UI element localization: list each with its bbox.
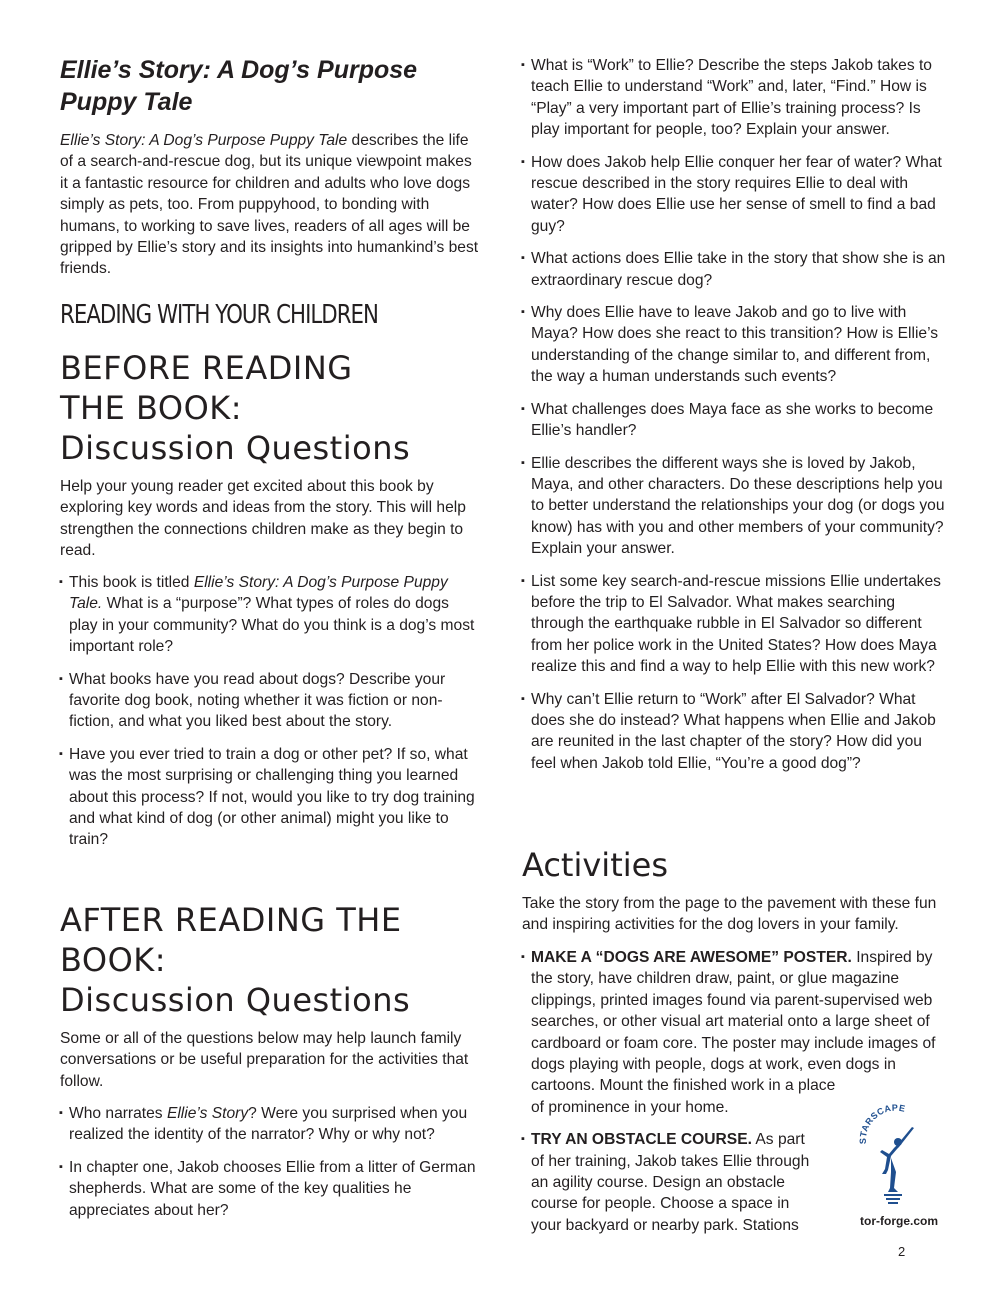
- after-q1-pre: Who narrates: [69, 1105, 167, 1122]
- activities-heading: Activities: [522, 846, 668, 884]
- before-reading-heading: [60, 348, 500, 468]
- activities-intro: Take the story from the page to the pavement with these fun and inspiring activities for the dog lovers in your family.: [522, 895, 937, 934]
- list-item: ▪ Why can’t Ellie return to “Work” after El Salvador? What does she do instead? What happens when Ellie and Jakob are reunited in the last chapter of the story? How did you feel when Jakob told Ellie, “You’re a good dog”?: [522, 689, 947, 775]
- list-item: ▪ Why does Ellie have to leave Jakob and go to live with Maya? How does she react to this transition? How is Ellie’s understanding of the change similar to, and different from, the way a human understands such events?: [522, 302, 947, 388]
- svg-text:STARSCAPE: [858, 1103, 906, 1145]
- site-url: tor-forge.com: [860, 1214, 938, 1228]
- activity-1-text: Inspired by the story, have children draw, paint, or glue magazine clippings, printed images found via parent-supervised web searches, or other visual art material onto a large sheet of cardboard or foam core. The poster may include images of dogs playing with people, dogs at work, even dogs in cartoons. Mount the finished work in a place: [531, 949, 936, 1095]
- intro-title-italic: Ellie’s Story: A Dog’s Purpose Puppy Tale: [60, 132, 348, 149]
- list-item: [60, 572, 480, 658]
- before-intro: Help your young reader get excited about this book by exploring key words and ideas from the story. This will help strengthen the connections children make as they begin to read.: [60, 478, 466, 560]
- after-question-list-continued: [522, 55, 947, 774]
- before-head-line-1: BEFORE READING: [60, 349, 353, 387]
- before-head-line-2: THE BOOK:: [60, 389, 243, 427]
- after-reading-heading: [60, 900, 500, 1020]
- activity-1-lead: MAKE A “DOGS ARE AWESOME” POSTER.: [531, 949, 852, 966]
- list-item: ▪ In chapter one, Jakob chooses Ellie from a litter of German shepherds. What are some of the key qualities he appreciates about her?: [60, 1157, 480, 1221]
- activity-2-line-3: an agility course. Design an obstacle: [531, 1174, 785, 1192]
- list-item: ▪ Ellie describes the different ways she is loved by Jakob, Maya, and other characters. Do these descriptions help you to better understand the relationships your dog (or dogs you know) has with you and other members of your community? Explain your answer.: [522, 453, 947, 560]
- activity-2-line-4: course for people. Choose a space in: [531, 1195, 790, 1213]
- list-item: ▪ What challenges does Maya face as she works to become Ellie’s handler?: [522, 399, 947, 442]
- page-number: 2: [898, 1244, 906, 1259]
- before-subhead: Discussion Questions: [60, 429, 411, 467]
- list-item: ▪ What books have you read about dogs? Describe your favorite dog book, noting whether it was fiction or non-fiction, and what you liked best about the story.: [60, 669, 480, 733]
- list-item: ▪ List some key search-and-rescue missions Ellie undertakes before the trip to El Salvador. What makes searching through the earthquake rubble in El Salvador so different from her police work in the United States? How does Maya realize this and find a way to help Ellie with this new work?: [522, 571, 947, 678]
- book-title: [60, 54, 480, 118]
- list-item: ▪ What is “Work” to Ellie? Describe the steps Jakob takes to teach Ellie to understand “Work” and, later, “Find.” How is “Play” a very important part of Ellie’s training process? Is play important for people, too? Explain your answer.: [522, 55, 947, 141]
- activity-2-lead: TRY AN OBSTACLE COURSE.: [531, 1131, 752, 1149]
- after-head-line-2: BOOK:: [60, 941, 167, 979]
- activity-2-line-1: As part: [751, 1131, 805, 1149]
- activity-1-text-2: of prominence in your home.: [531, 1098, 729, 1116]
- after-q1-italic: Ellie’s Story: [166, 1105, 249, 1122]
- book-title-line-1: Ellie’s Story: A Dog’s Purpose: [60, 56, 418, 84]
- before-question-list: [60, 572, 480, 851]
- book-title-line-2: Puppy Tale: [60, 88, 193, 116]
- after-q1-post: ? Were you surprised when you realized the identity of the narrator? Why or why not?: [69, 1105, 468, 1144]
- list-item: [60, 1103, 480, 1146]
- logo-arc-text: STARSCAPE: [858, 1102, 907, 1145]
- activity-2-line-2: of her training, Jakob takes Ellie through: [531, 1152, 810, 1170]
- section-kicker: READING WITH YOUR CHILDREN: [60, 300, 379, 330]
- list-item: ▪ What actions does Ellie take in the story that show she is an extraordinary rescue dog?: [522, 248, 947, 291]
- activity-2-line-5: your backyard or nearby park. Stations: [531, 1216, 799, 1234]
- starscape-logo: [858, 1100, 928, 1210]
- after-intro: Some or all of the questions below may help launch family conversations or be useful preparation for the activities that follow.: [60, 1030, 469, 1090]
- after-question-list: [60, 1103, 480, 1221]
- after-subhead: Discussion Questions: [60, 981, 411, 1019]
- before-q1-pre: This book is titled: [69, 574, 194, 591]
- after-head-line-1: AFTER READING THE: [60, 901, 402, 939]
- list-item: [522, 947, 940, 1118]
- before-q1-post: What is a “purpose”? What types of roles do dogs play in your community? What do you think is a dog’s most important role?: [69, 595, 475, 656]
- before-q1-italic: Ellie’s Story: A Dog’s Purpose Puppy Tale.: [69, 574, 448, 613]
- intro-paragraph: [60, 130, 480, 280]
- list-item: ▪ How does Jakob help Ellie conquer her fear of water? What rescue described in the story requires Ellie to deal with water? How does Ellie use her sense of smell to find a bad guy?: [522, 152, 947, 238]
- list-item: ▪ Have you ever tried to train a dog or other pet? If so, what was the most surprising or challenging thing you learned about this process? If not, would you like to try dog training and what kind of dog (or other animal) might you like to train?: [60, 744, 480, 851]
- intro-rest: describes the life of a search-and-rescue dog, but its unique viewpoint makes it a fantastic resource for children and adults who love dogs simply as pets, too. From puppyhood, to bonding with humans, to working to save lives, readers of all ages will be gripped by Ellie’s story and its insights into humankind’s best friends.: [60, 132, 479, 278]
